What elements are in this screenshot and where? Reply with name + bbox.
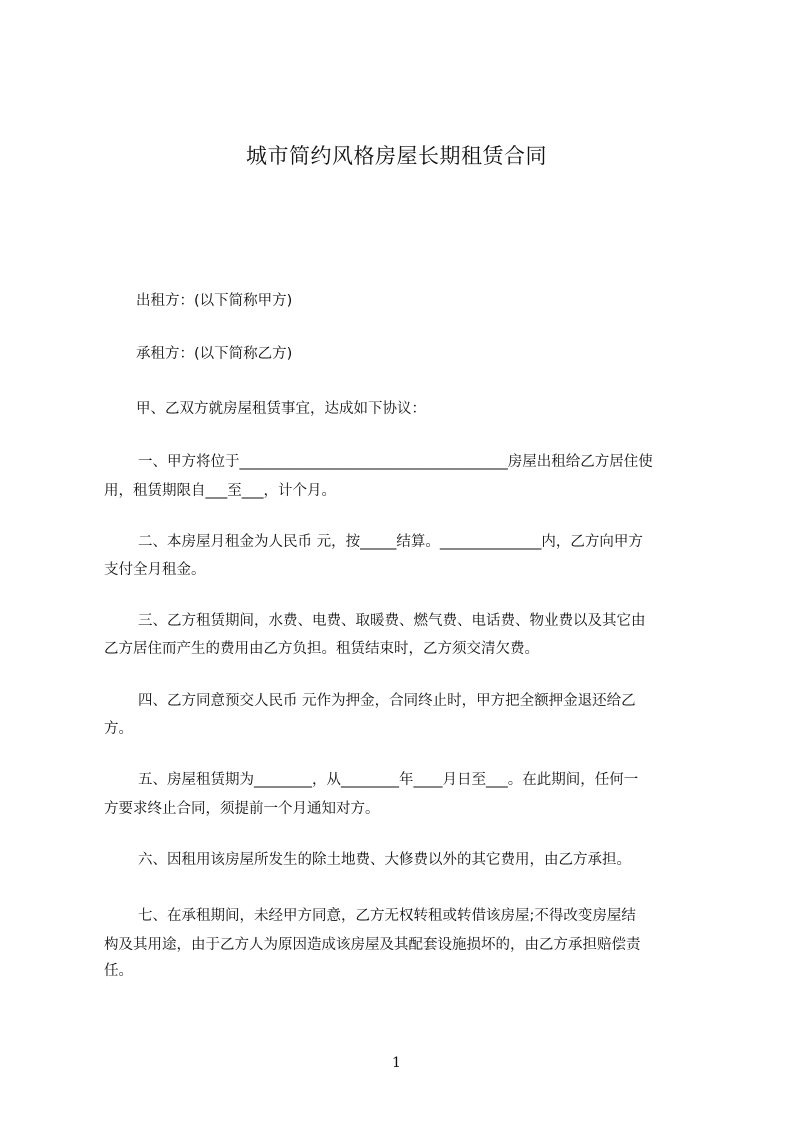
clause-6-line-1: 六、因租用该房屋所发生的除土地费、大修费以外的其它费用，由乙方承担。: [138, 852, 631, 868]
clause-1-line-2: 用，租赁期限自___至___，计个月。: [104, 483, 336, 499]
clause-7-line-3: 任。: [104, 963, 133, 979]
clause-5-line-1: 五、房屋租赁期为________，从________年____月日至___。在此期间，任何一: [138, 772, 639, 788]
page-number: 1: [392, 1055, 401, 1071]
clause-4-line-1: 四、乙方同意预交人民币 元作为押金，合同终止时，甲方把全额押金退还给乙: [138, 693, 636, 709]
lessee-line: 承租方：(以下简称乙方): [136, 346, 293, 362]
clause-2-line-2: 支付全月租金。: [104, 562, 206, 578]
clause-7-line-2: 构及其用途，由于乙方人为原因造成该房屋及其配套设施损坏的，由乙方承担赔偿责: [104, 937, 641, 953]
lessor-line: 出租方：(以下简称甲方): [136, 293, 293, 309]
clause-1-line-1: 一、甲方将位于_____________________________________房屋出租给乙方居住使: [138, 454, 653, 470]
clause-3-line-1: 三、乙方租赁期间，水费、电费、取暖费、燃气费、电话费、物业费以及其它由: [138, 613, 646, 629]
clause-7-line-1: 七、在承租期间，未经甲方同意，乙方无权转租或转借该房屋;不得改变房屋结: [138, 908, 636, 924]
clause-4-line-2: 方。: [104, 721, 133, 737]
clause-3-line-2: 乙方居住而产生的费用由乙方负担。租赁结束时，乙方须交清欠费。: [104, 641, 539, 657]
clause-2-line-1: 二、本房屋月租金为人民币 元，按_____结算。______________内，乙方向甲方: [138, 534, 643, 550]
preamble-line: 甲、乙双方就房屋租赁事宜，达成如下协议：: [136, 401, 426, 417]
clause-5-line-2: 方要求终止合同，须提前一个月通知对方。: [104, 801, 380, 817]
document-title: 城市简约风格房屋长期租赁合同: [246, 144, 547, 168]
